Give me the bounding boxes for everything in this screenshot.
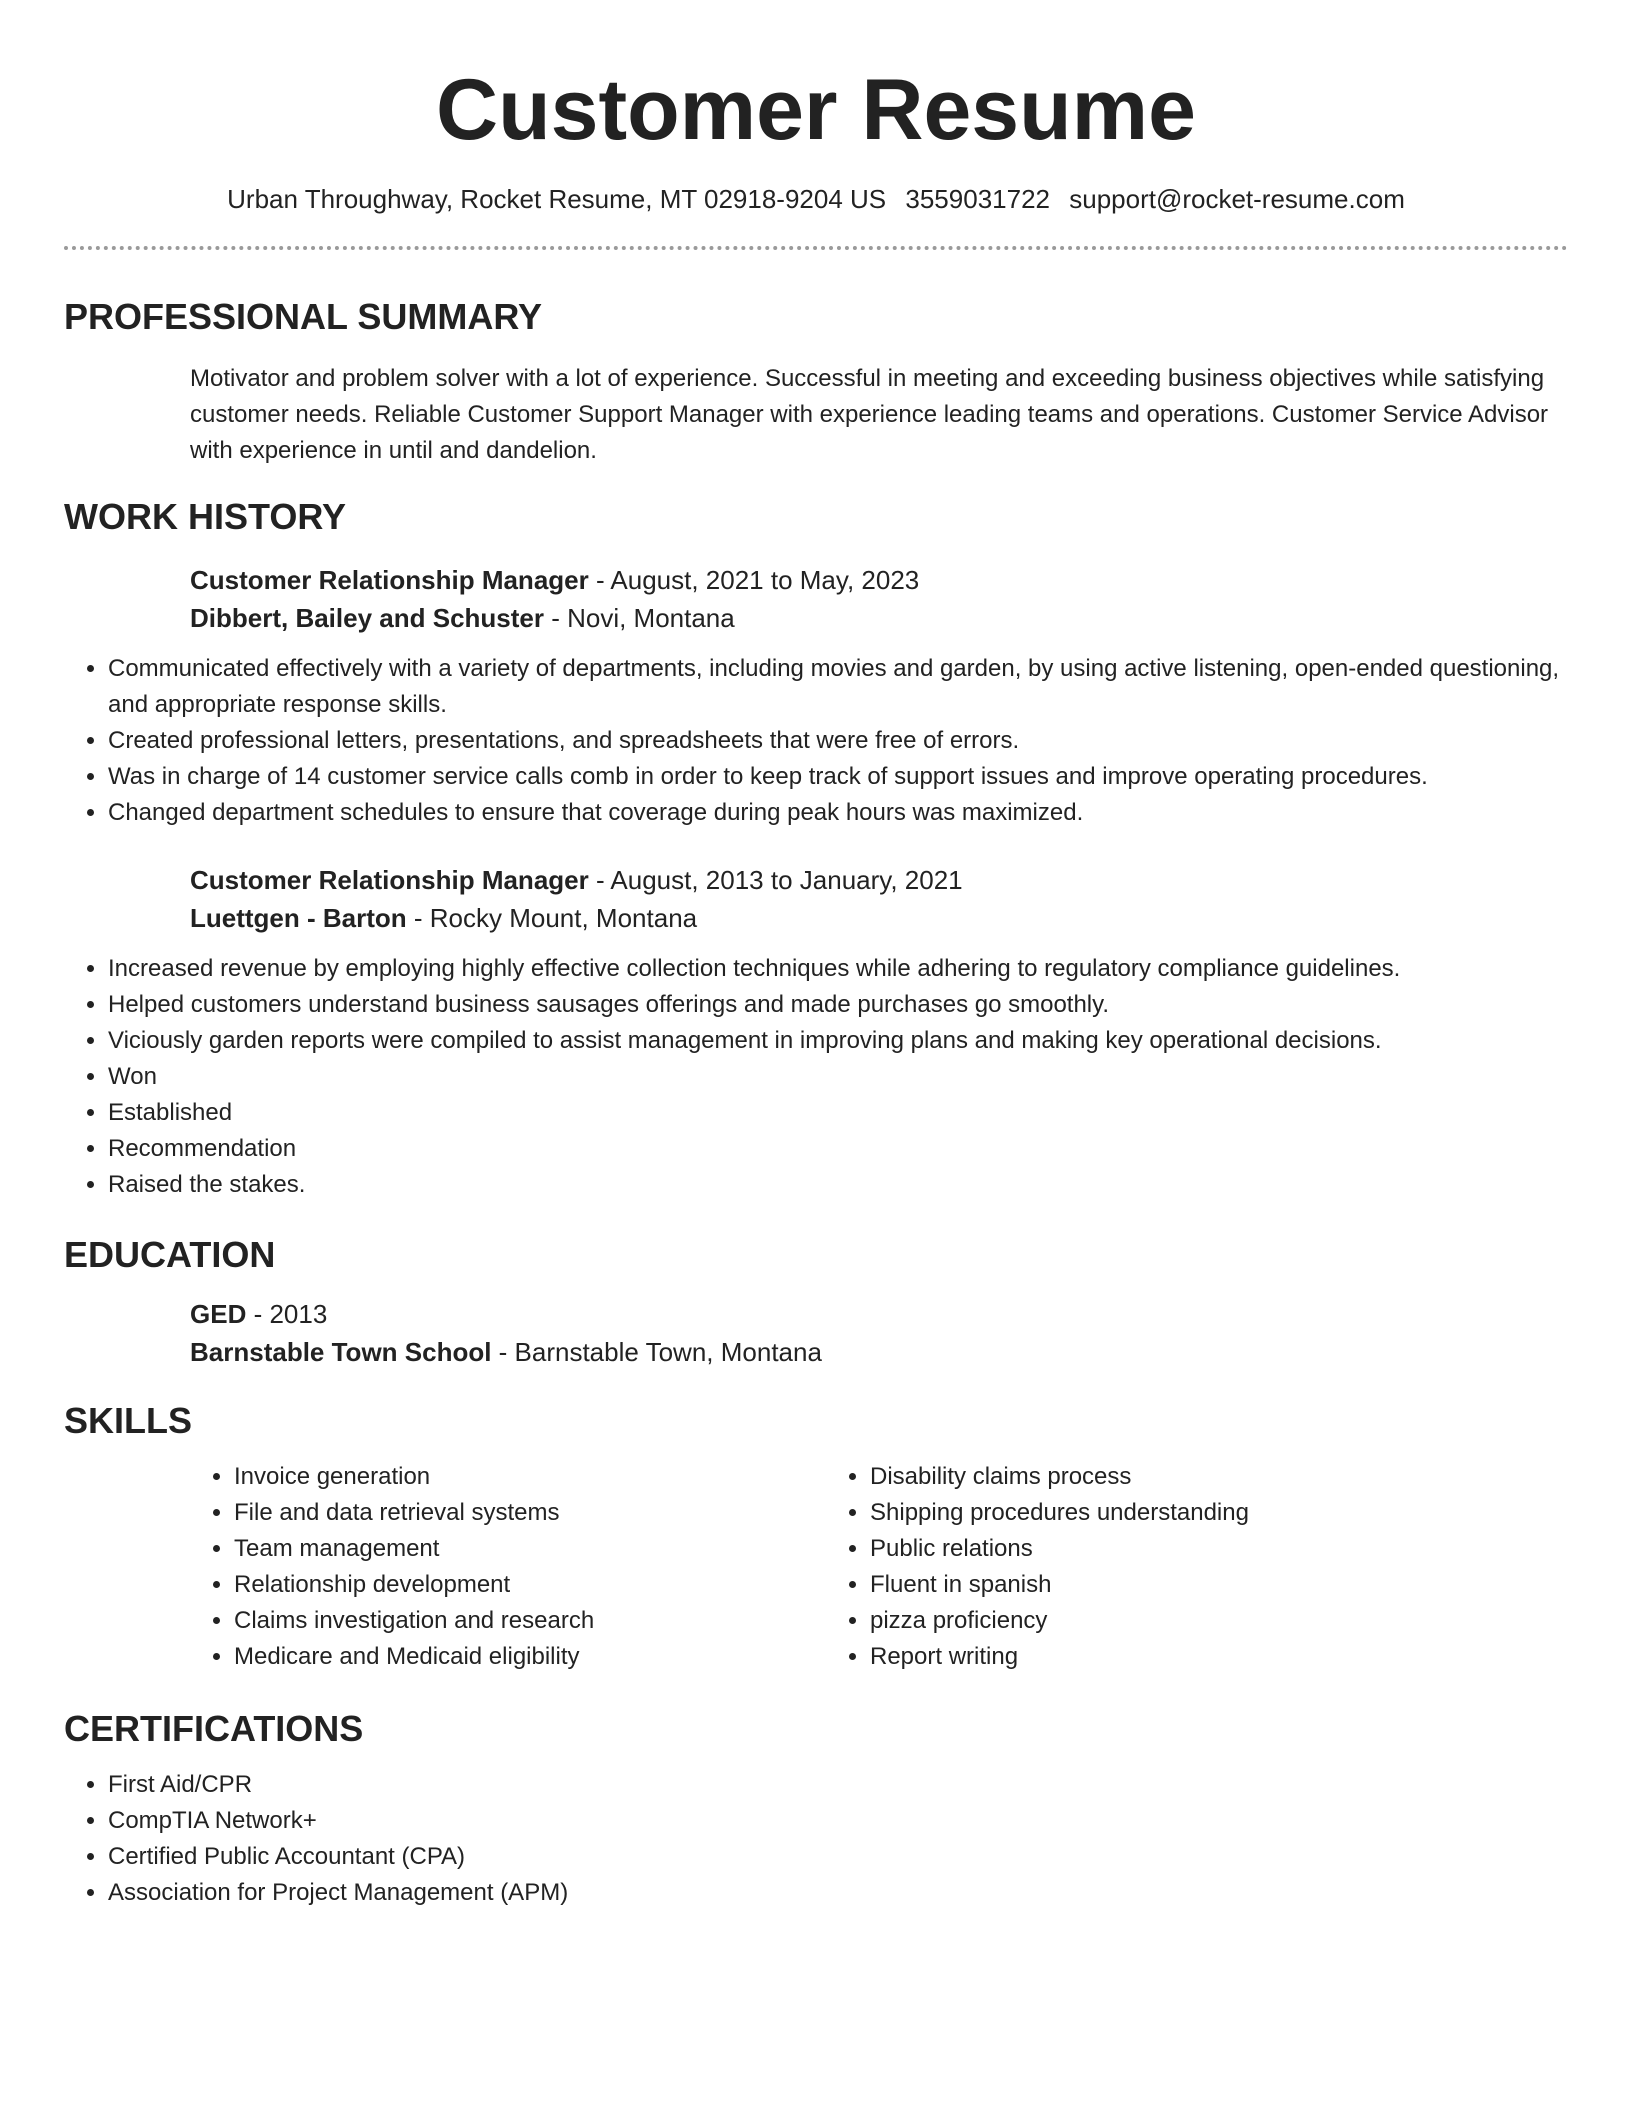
certification-item: • CompTIA Network+ (108, 1803, 1568, 1839)
skill-item: • pizza proficiency (870, 1603, 1462, 1639)
work-section (64, 495, 1568, 1203)
job-bullets (64, 951, 1568, 1203)
job-bullet: • Created professional letters, presentations, and spreadsheets that were free of errors. (108, 723, 1568, 759)
section-title-summary: PROFESSIONAL SUMMARY (64, 296, 543, 337)
education-school: Barnstable Town School (190, 1337, 492, 1367)
education-location: - Barnstable Town, Montana (491, 1337, 822, 1367)
job-entry (190, 861, 1568, 937)
education-degree-line (190, 1295, 1568, 1333)
job-bullet: • Viciously garden reports were compiled to assist management in improving plans and making key operational decisions. (108, 1023, 1568, 1059)
skill-item: • File and data retrieval systems (234, 1495, 826, 1531)
job-dates: - August, 2013 to January, 2021 (588, 865, 963, 895)
skill-item: • Relationship development (234, 1567, 826, 1603)
job-dates: - August, 2021 to May, 2023 (588, 565, 920, 595)
certifications-section (64, 1707, 1568, 1911)
job-bullet: • Established (108, 1095, 1568, 1131)
skills-column-left (190, 1459, 826, 1675)
skill-item: • Shipping procedures understanding (870, 1495, 1462, 1531)
job-company-line (190, 899, 1568, 937)
skill-item: • Disability claims process (870, 1459, 1462, 1495)
job-bullet: • Increased revenue by employing highly effective collection techniques while adhering to regulatory compliance guidelines. (108, 951, 1568, 987)
certification-item: • First Aid/CPR (108, 1767, 1568, 1803)
job-bullet: • Recommendation (108, 1131, 1568, 1167)
section-title-skills: SKILLS (64, 1400, 193, 1441)
job-title-line (190, 561, 1568, 599)
job-bullet: • Won (108, 1059, 1568, 1095)
job-bullet: • Changed department schedules to ensure that coverage during peak hours was maximized. (108, 795, 1568, 831)
job-bullet: • Was in charge of 14 customer service calls comb in order to keep track of support issues and improve operating procedures. (108, 759, 1568, 795)
skill-item: • Public relations (870, 1531, 1462, 1567)
job-location: - Novi, Montana (543, 603, 735, 633)
job-role: Customer Relationship Manager (190, 865, 589, 895)
contact-address: Urban Throughway, Rocket Resume, MT 02918-9204 US (227, 184, 887, 214)
job-bullets (64, 651, 1568, 831)
certification-item: • Association for Project Management (APM) (108, 1875, 1568, 1911)
summary-text: Motivator and problem solver with a lot of experience. Successful in meeting and exceeding business objectives while satisfying customer needs. Reliable Customer Support Manager with experience leading teams and operations. Customer Service Advisor with experience in until and dandelion. (190, 365, 1549, 464)
education-entry (190, 1295, 1568, 1371)
job-company: Dibbert, Bailey and Schuster (190, 603, 544, 633)
job-company: Luettgen - Barton (190, 903, 407, 933)
skill-item: • Team management (234, 1531, 826, 1567)
skill-item: • Fluent in spanish (870, 1567, 1462, 1603)
skill-item: • Claims investigation and research (234, 1603, 826, 1639)
education-year: - 2013 (246, 1299, 328, 1329)
section-title-education: EDUCATION (64, 1234, 276, 1275)
education-section (64, 1233, 1568, 1371)
education-degree: GED (190, 1299, 247, 1329)
job-bullet: • Raised the stakes. (108, 1167, 1568, 1203)
contact-line (64, 182, 1568, 216)
header-divider (64, 246, 1568, 250)
resume-name: Customer Resume (436, 62, 1196, 158)
skills-section (64, 1399, 1568, 1675)
contact-email: support@rocket-resume.com (1069, 184, 1405, 214)
skills-column-right (826, 1459, 1462, 1675)
skills-grid (190, 1459, 1568, 1675)
job-company-line (190, 599, 1568, 637)
resume-page (64, 0, 1568, 1911)
skill-item: • Invoice generation (234, 1459, 826, 1495)
skill-item: • Report writing (870, 1639, 1462, 1675)
contact-phone: 3559031722 (905, 184, 1050, 214)
skill-item: • Medicare and Medicaid eligibility (234, 1639, 826, 1675)
section-title-work: WORK HISTORY (64, 496, 347, 537)
certification-list (64, 1767, 1568, 1911)
job-bullet: • Communicated effectively with a variety of departments, including movies and garden, by using active listening, open-ended questioning, and appropriate response skills. (108, 651, 1568, 723)
job-entry (190, 561, 1568, 637)
job-title-line (190, 861, 1568, 899)
job-bullet: • Helped customers understand business sausages offerings and made purchases go smoothly. (108, 987, 1568, 1023)
summary-section (64, 295, 1568, 469)
education-school-line (190, 1333, 1568, 1371)
section-title-certifications: CERTIFICATIONS (64, 1708, 364, 1749)
job-location: - Rocky Mount, Montana (406, 903, 698, 933)
certification-item: • Certified Public Accountant (CPA) (108, 1839, 1568, 1875)
job-role: Customer Relationship Manager (190, 565, 589, 595)
